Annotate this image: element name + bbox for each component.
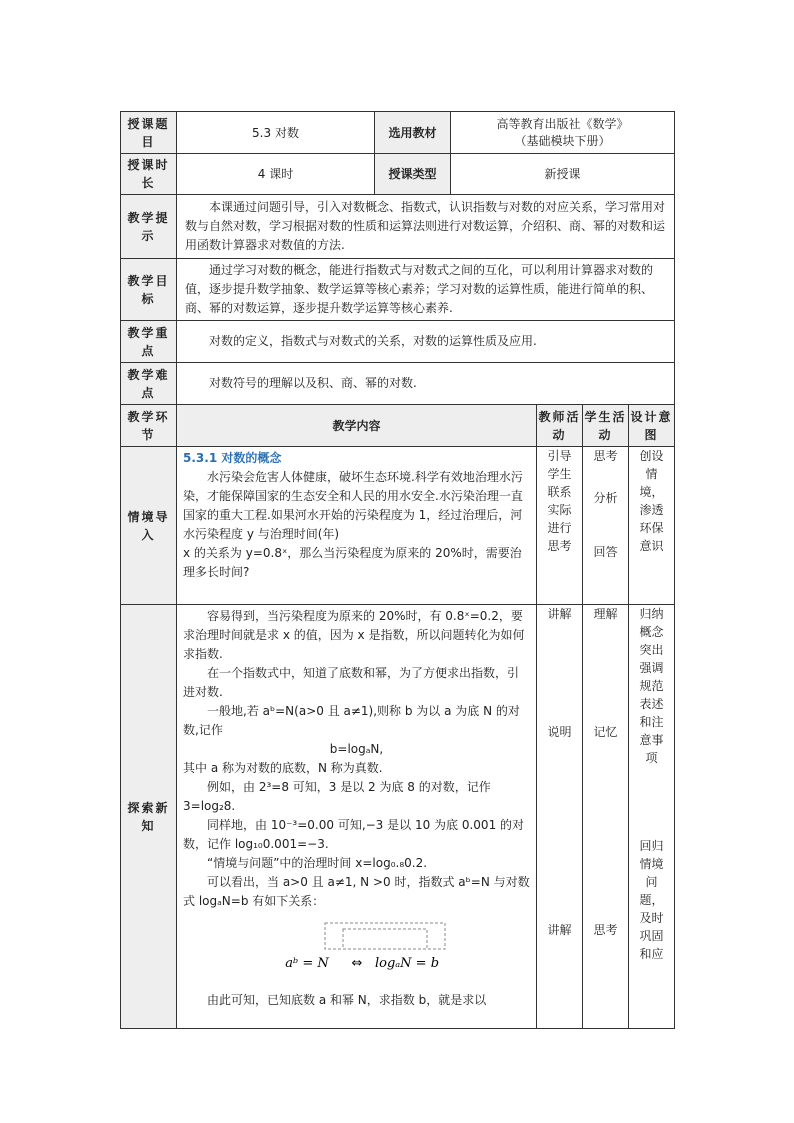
explore-intent-line: 题，: [639, 893, 664, 907]
explore-intent-line: 和注: [639, 715, 664, 729]
diagram-log-form: logₐN = b: [374, 956, 439, 971]
section-title: 5.3.1 对数的概念: [183, 451, 282, 465]
explore-intent-line: 和应: [639, 947, 664, 961]
intro-student-line: 回答: [593, 545, 618, 559]
label-stage-intro: 情境导入: [121, 447, 177, 605]
label-topic: 授课题目: [121, 112, 177, 154]
stage-explore-row: [121, 605, 675, 1029]
explore-intent-line: 归纳: [639, 607, 664, 621]
textbook-line1: 高等教育出版社《数学》: [496, 116, 629, 131]
row-goals: [121, 259, 675, 321]
diagram-equivalence: ⇔: [351, 956, 362, 971]
header-teacher: 教师活动: [537, 405, 583, 447]
row-topic: [121, 112, 675, 154]
explore-teacher-line: 讲解: [547, 607, 572, 621]
intro-teacher-line: 进行: [547, 521, 572, 535]
explore-paragraph-5: 例如，由 2³=8 可知，3 是以 2 为底 8 的对数，记作 3=log₂8.: [183, 780, 491, 813]
explore-paragraph-8: 可以看出，当 a>0 且 a≠1, N >0 时，指数式 aᵇ=N 与对数式 logₐN=b 有如下关系：: [183, 875, 530, 908]
lesson-duration: 4 课时: [177, 154, 375, 195]
row-duration: [121, 154, 675, 195]
explore-paragraph-6: 同样地，由 10⁻³=0.00 可知,−3 是以 10 为底 0.001 的对数，记作 log₁₀0.001=−3.: [183, 818, 525, 851]
intro-teacher-line: 引导: [547, 449, 572, 463]
explore-intent-line: 规范: [639, 679, 664, 693]
label-textbook: 选用教材: [375, 112, 451, 154]
lesson-plan-table: [120, 111, 675, 1029]
intro-teacher-line: 联系: [547, 485, 572, 499]
explore-student-activity: [583, 605, 629, 1029]
explore-intent-line: 巩固: [639, 929, 664, 943]
intro-intent-line: 环保: [639, 521, 664, 535]
explore-teacher-line: 说明: [547, 725, 572, 739]
explore-intent-line: 表述: [639, 697, 664, 711]
intro-intent-line: 意识: [639, 539, 664, 553]
intro-intent-line: 境，: [639, 485, 664, 499]
header-intent: 设计意图: [629, 405, 675, 447]
intro-intent-line: 渗透: [639, 503, 664, 517]
difficulties-text: 对数符号的理解以及积、商、幂的对数.: [177, 363, 675, 405]
explore-intent-line: 问: [645, 875, 658, 889]
stage-explore-content: [177, 605, 537, 1029]
explore-intent-line: 意事: [639, 733, 664, 747]
tips-text: 本课通过问题引导，引入对数概念、指数式，认识指数与对数的对应关系，学习常用对数与自然对数，学习根据对数的性质和运算法则进行对数运算，介绍积、商、幂的对数和运用函数计算器求对数值的方法.: [177, 195, 675, 259]
intro-paragraph-2: x 的关系为 y=0.8ˣ，那么当污染程度为原来的 20%时，需要治理多长时间?: [183, 546, 522, 579]
explore-intent-line: 突出: [639, 643, 664, 657]
stage-intro-row: [121, 447, 675, 605]
explore-intent-line: 项: [645, 751, 658, 765]
label-duration: 授课时长: [121, 154, 177, 195]
log-definition-formula: b=logₐN,: [329, 742, 384, 756]
intro-teacher-line: 思考: [547, 539, 572, 553]
explore-paragraph-3: 一般地,若 aᵇ=N(a>0 且 a≠1),则称 b 为以 a 为底 N 的对数,记作: [183, 704, 520, 737]
stage-intro-content: [177, 447, 537, 605]
header-stage: 教学环节: [121, 405, 177, 447]
goals-text: 通过学习对数的概念，能进行指数式与对数式之间的互化，可以利用计算器求对数的值，逐步提升数学抽象、数学运算等核心素养；学习对数的运算性质，能进行简单的积、商、幂的对数运算，逐步提升数学运算等核心素养.: [177, 259, 675, 321]
relation-diagram-svg: [257, 919, 457, 981]
label-tips: 教学提示: [121, 195, 177, 259]
label-goals: 教学目标: [121, 259, 177, 321]
explore-intent-line: 回归: [639, 839, 664, 853]
intro-teacher-line: 实际: [547, 503, 572, 517]
intro-student-line: 分析: [593, 491, 618, 505]
label-type: 授课类型: [375, 154, 451, 195]
explore-design-intent: [629, 605, 675, 1029]
label-key-points: 教学重点: [121, 321, 177, 363]
exp-log-relation-diagram: [257, 919, 457, 981]
intro-intent-line: 创设: [639, 449, 664, 463]
explore-student-line: 思考: [593, 923, 618, 937]
intro-student-line: 思考: [593, 449, 618, 463]
explore-paragraph-9: 由此可知，已知底数 a 和幂 N，求指数 b，就是求以: [207, 993, 487, 1007]
dashed-bracket-inner: [343, 929, 427, 949]
row-tips: [121, 195, 675, 259]
row-difficulties: [121, 363, 675, 405]
explore-intent-line: 强调: [639, 661, 664, 675]
intro-intent-line: 情: [645, 467, 658, 481]
explore-student-line: 理解: [593, 607, 618, 621]
intro-design-intent: [629, 447, 675, 605]
explore-teacher-line: 讲解: [547, 923, 572, 937]
intro-teacher-line: 学生: [547, 467, 572, 481]
intro-paragraph-1: 水污染会危害人体健康，破坏生态环境.科学有效地治理水污染，才能保障国家的生态安全和人民的用水安全.水污染治理一直国家的重大工程.如果河水开始的污染程度为 1，经过治理后，河水污染程度 y 与治理时间(年): [183, 470, 523, 541]
content-header-row: [121, 405, 675, 447]
textbook-line2: （基础模块下册）: [514, 133, 611, 148]
explore-intent-line: 情境: [639, 857, 664, 871]
header-content: 教学内容: [177, 405, 537, 447]
explore-paragraph-4: 其中 a 称为对数的底数，N 称为真数.: [183, 761, 383, 775]
explore-student-line: 记忆: [593, 725, 618, 739]
intro-teacher-activity: [537, 447, 583, 605]
explore-paragraph-7: “情境与问题”中的治理时间 x=log₀.₈0.2.: [207, 856, 428, 870]
explore-paragraph-2: 在一个指数式中，知道了底数和幂，为了方便求出指数，引进对数.: [183, 666, 520, 699]
explore-paragraph-1: 容易得到，当污染程度为原来的 20%时，有 0.8ˣ=0.2，要求治理时间就是求 x 的值，因为 x 是指数，所以问题转化为如何求指数.: [183, 609, 525, 661]
label-difficulties: 教学难点: [121, 363, 177, 405]
lesson-title: 5.3 对数: [177, 112, 375, 154]
explore-intent-line: 概念: [639, 625, 664, 639]
intro-student-activity: [583, 447, 629, 605]
textbook-cell: [451, 112, 675, 154]
lesson-type: 新授课: [451, 154, 675, 195]
header-student: 学生活动: [583, 405, 629, 447]
label-stage-explore: 探索新知: [121, 605, 177, 1029]
explore-intent-line: 及时: [639, 911, 664, 925]
key-points-text: 对数的定义，指数式与对数式的关系，对数的运算性质及应用.: [177, 321, 675, 363]
diagram-exp-form: aᵇ = N: [284, 956, 329, 971]
row-key-points: [121, 321, 675, 363]
explore-teacher-activity: [537, 605, 583, 1029]
